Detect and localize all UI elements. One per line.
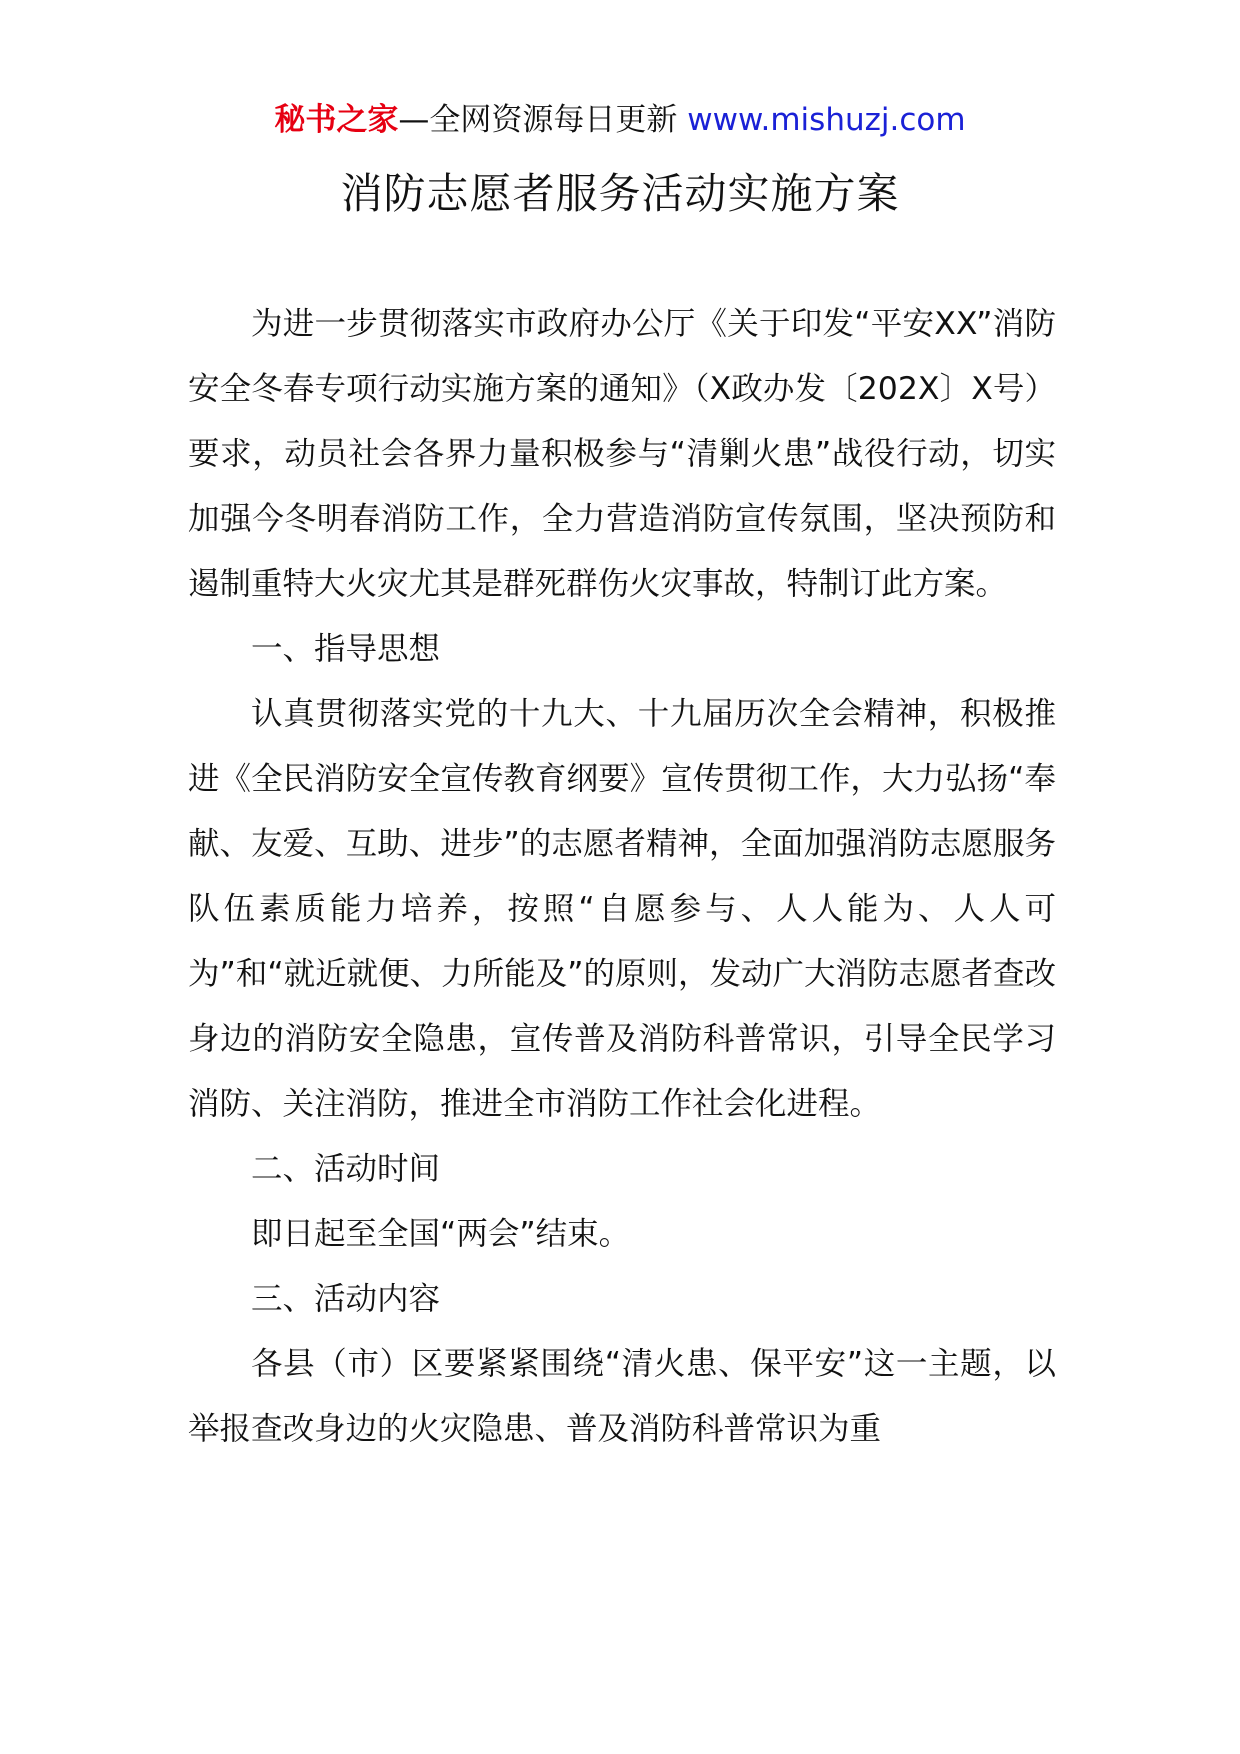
activity-time-paragraph: 即日起至全国“两会”结束。 bbox=[251, 1216, 631, 1252]
intro-paragraph: 为进一步贯彻落实市政府办公厅《关于印发“平安XX”消防安全冬春专项行动实施方案的通知》（X政办发〔202X〕X号）要求，动员社会各界力量积极参与“清剿火患”战役行动，切实加强今冬明春消防工作，全力营造消防宣传氛围，坚决预防和遏制重特大火灾尤其是群死群伤火灾事故，特制订此方案。 bbox=[188, 306, 1056, 602]
site-brand: 秘书之家 bbox=[274, 102, 399, 138]
site-header bbox=[0, 100, 1240, 140]
activity-content-paragraph: 各县（市）区要紧紧围绕“清火患、保平安”这一主题，以举报查改身边的火灾隐患、普及消防科普常识为重 bbox=[188, 1346, 1056, 1447]
site-url-link[interactable]: www.mishuzj.com bbox=[687, 102, 966, 138]
section-heading-activity-time: 二、活动时间 bbox=[251, 1151, 441, 1187]
section-heading-activity-content: 三、活动内容 bbox=[251, 1281, 441, 1317]
document-body bbox=[188, 292, 1056, 1462]
section-heading-guiding-thought: 一、指导思想 bbox=[251, 631, 441, 667]
document-title: 消防志愿者服务活动实施方案 bbox=[340, 169, 900, 218]
guiding-thought-paragraph: 认真贯彻落实党的十九大、十九届历次全会精神，积极推进《全民消防安全宣传教育纲要》宣传贯彻工作，大力弘扬“奉献、友爱、互助、进步”的志愿者精神，全面加强消防志愿服务队伍素质能力培养，按照“自愿参与、人人能为、人人可为”和“就近就便、力所能及”的原则，发动广大消防志愿者查改身边的消防安全隐患，宣传普及消防科普常识，引导全民学习消防、关注消防，推进全市消防工作社会化进程。 bbox=[188, 696, 1056, 1122]
site-tagline: —全网资源每日更新 bbox=[398, 102, 678, 138]
